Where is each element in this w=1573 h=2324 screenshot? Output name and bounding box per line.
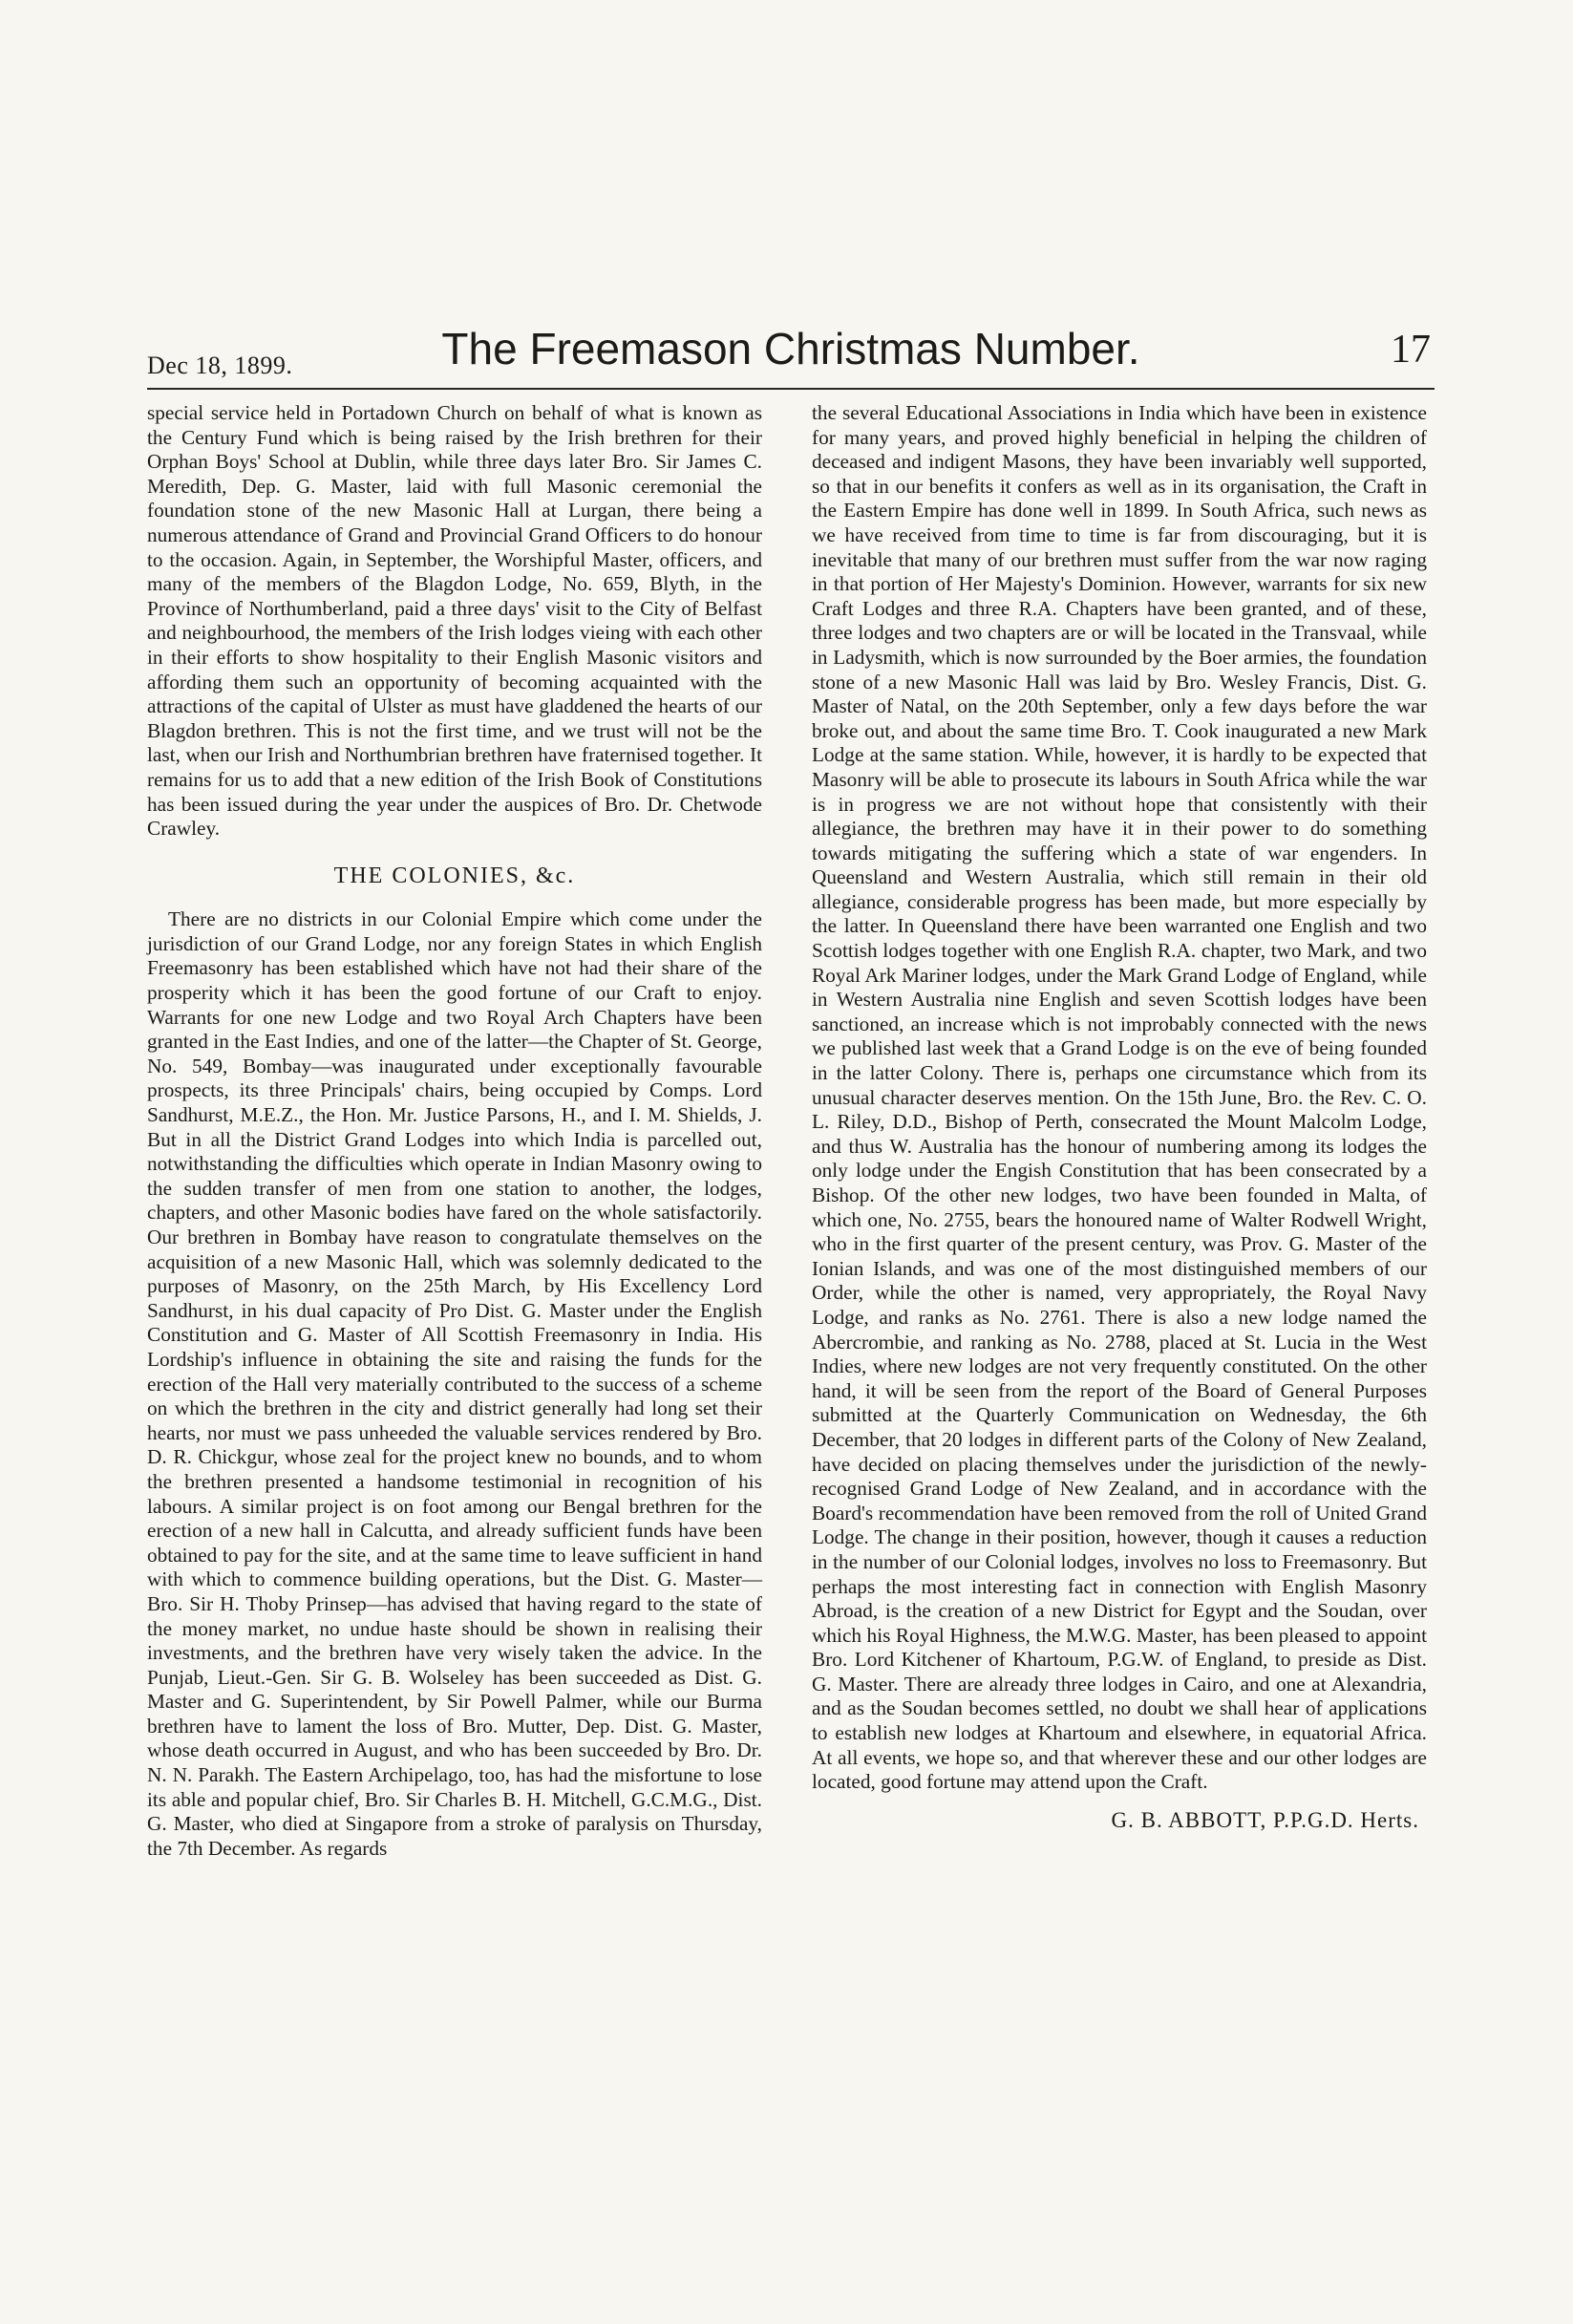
left-column (147, 401, 762, 1861)
page-number: 17 (1391, 328, 1431, 372)
right-paragraph-1: the several Educational Associations in India which have been in existence for many years, and proved highly beneficial in helping the children of deceased and indigent Masons, they have been invariably well supported, so that in our benefits it confers as well as in its organisation, the Craft in the Eastern Empire has done well in 1899. In South Africa, such news as we have received from time to time is far from discouraging, but it is inevitable that many of our brethren must suffer from the war now raging in that portion of Her Majesty's Dominion. However, warrants for six new Craft Lodges and three R.A. Chapters have been granted, and of these, three lodges and two chapters are or will be located in the Transvaal, while in Ladysmith, which is now surrounded by the Boer armies, the foundation stone of a new Masonic Hall was laid by Bro. Wesley Francis, Dist. G. Master of Natal, on the 20th September, only a few days before the war broke out, and about the same time Bro. T. Cook inaugurated a new Mark Lodge at the same station. While, however, it is hardly to be expected that Masonry will be able to prosecute its labours in South Africa while the war is in progress we are not without hope that consistently with their allegiance, the brethren may have it in their power to do something towards mitigating the suffering which a state of war engenders. In Queensland and Western Australia, which still remain in their old allegiance, considerable progress has been made, but more especially by the latter. In Queensland there have been warranted one English and two Scottish lodges together with one English R.A. chapter, two Mark, and two Royal Ark Mariner lodges, under the Mark Grand Lodge of England, while in Western Australia nine English and seven Scottish lodges have been sanctioned, an increase which is not improbably connected with the news we published last week that a Grand Lodge is on the eve of being founded in the latter Colony. There is, perhaps one circumstance which from its unusual character deserves mention. On the 15th June, Bro. the Rev. C. O. L. Riley, D.D., Bishop of Perth, consecrated the Mount Malcolm Lodge, and thus W. Australia has the honour of numbering among its lodges the only lodge under the Engish Constitution that has been consecrated by a Bishop. Of the other new lodges, two have been founded in Malta, of which one, No. 2755, bears the honoured name of Walter Rodwell Wright, who in the first quarter of the present century, was Prov. G. Master of the Ionian Islands, and was one of the most distinguished members of our Order, while the other is named, very appropriately, the Royal Navy Lodge, and ranks as No. 2761. There is also a new lodge named the Abercrombie, and ranking as No. 2788, placed at St. Lucia in the West Indies, where new lodges are not very frequently constituted. On the other hand, it will be seen from the report of the Board of General Purposes submitted at the Quarterly Communication on Wednesday, the 6th December, that 20 lodges in different parts of the Colony of New Zealand, have decided on placing themselves under the jurisdiction of the newly-recognised Grand Lodge of New Zealand, and in accordance with the Board's recommendation have been removed from the roll of United Grand Lodge. The change in their position, however, though it causes a reduction in the number of our Colonial lodges, involves no loss to Freemasonry. But perhaps the most interesting fact in connection with English Masonry Abroad, is the creation of a new District for Egypt and the Soudan, over which his Royal Highness, the M.W.G. Master, has been pleased to appoint Bro. Lord Kitchener of Khartoum, P.G.W. of England, to preside as Dist. G. Master. There are already three lodges in Cairo, and one at Alexandria, and as the Soudan becomes settled, no doubt we shall hear of applications to establish new lodges at Khartoum and elsewhere, in equatorial Africa. At all events, we hope so, and that wherever these and our other lodges are located, good fortune may attend upon the Craft. (812, 401, 1427, 1794)
right-column (812, 401, 1427, 1832)
author-signature: G. B. ABBOTT, P.P.G.D. Herts. (1111, 1807, 1419, 1832)
header-rule (147, 388, 1435, 390)
header-date: Dec 18, 1899. (147, 352, 293, 379)
left-paragraph-1: special service held in Portadown Church on behalf of what is known as the Century Fund which is being raised by the Irish brethren for their Orphan Boys' School at Dublin, while three days later Bro. Sir James C. Meredith, Dep. G. Master, laid with full Masonic ceremonial the foundation stone of the new Masonic Hall at Lurgan, there being a numerous attendance of Grand and Provincial Grand Officers to do honour to the occasion. Again, in September, the Worshipful Master, officers, and many of the members of the Blagdon Lodge, No. 659, Blyth, in the Province of Northumberland, paid a three days' visit to the City of Belfast and neighbourhood, the members of the Irish lodges vieing with each other in their efforts to show hospitality to their English Masonic visitors and affording them such an opportunity of becoming acquainted with the attractions of the capital of Ulster as must have gladdened the hearts of our Blagdon brethren. This is not the first time, and we trust will not be the last, when our Irish and Northumbrian brethren have fraternised together. It remains for us to add that a new edition of the Irish Book of Constitutions has been issued during the year under the auspices of Bro. Dr. Chetwode Crawley. (147, 401, 762, 841)
section-heading-colonies: THE COLONIES, &c. (333, 863, 576, 888)
page-header (147, 323, 1435, 386)
left-paragraph-2: There are no districts in our Colonial Empire which come under the jurisdiction of our Grand Lodge, nor any foreign States in which English Freemasonry has been established which have not had their share of the prosperity which it has been the good fortune of our Craft to enjoy. Warrants for one new Lodge and two Royal Arch Chapters have been granted in the East Indies, and one of the latter—the Chapter of St. George, No. 549, Bombay—was inaugurated under exceptionally favourable prospects, its three Principals' chairs, being occupied by Comps. Lord Sandhurst, M.E.Z., the Hon. Mr. Justice Parsons, H., and I. M. Shields, J. But in all the District Grand Lodges into which India is parcelled out, notwithstanding the difficulties which operate in Indian Masonry owing to the sudden transfer of men from one station to another, the lodges, chapters, and other Masonic bodies have fared on the whole satisfactorily. Our brethren in Bombay have reason to congratulate themselves on the acquisition of a new Masonic Hall, which was solemnly dedicated to the purposes of Masonry, on the 25th March, by His Excellency Lord Sandhurst, in his dual capacity of Pro Dist. G. Master under the English Constitution and G. Master of All Scottish Freemasonry in India. His Lordship's influence in obtaining the site and raising the funds for the erection of the Hall very materially contributed to the success of a scheme on which the brethren in the city and district generally had long set their hearts, nor must we pass unheeded the valuable services rendered by Bro. D. R. Chickgur, whose zeal for the project knew no bounds, and to whom the brethren presented a handsome testimonial in recognition of his labours. A similar project is on foot among our Bengal brethren for the erection of a new hall in Calcutta, and already sufficient funds have been obtained to pay for the site, and at the same time to leave sufficient in hand with which to commence building operations, but the Dist. G. Master—Bro. Sir H. Thoby Prinsep—has advised that having regard to the state of the money market, no undue haste should be shown in realising their investments, and the brethren have very wisely taken the advice. In the Punjab, Lieut.-Gen. Sir G. B. Wolseley has been succeeded as Dist. G. Master and G. Superintendent, by Sir Powell Palmer, while our Burma brethren have to lament the loss of Bro. Mutter, Dep. Dist. G. Master, whose death occurred in August, and who has been succeeded by Bro. Dr. N. N. Parakh. The Eastern Archipelago, too, has had the misfortune to lose its able and popular chief, Bro. Sir Charles B. H. Mitchell, G.C.M.G., Dist. G. Master, who died at Singapore from a stroke of paralysis on Thursday, the 7th December. As regards (147, 907, 762, 1860)
header-title: The Freemason Christmas Number. (441, 324, 1140, 373)
